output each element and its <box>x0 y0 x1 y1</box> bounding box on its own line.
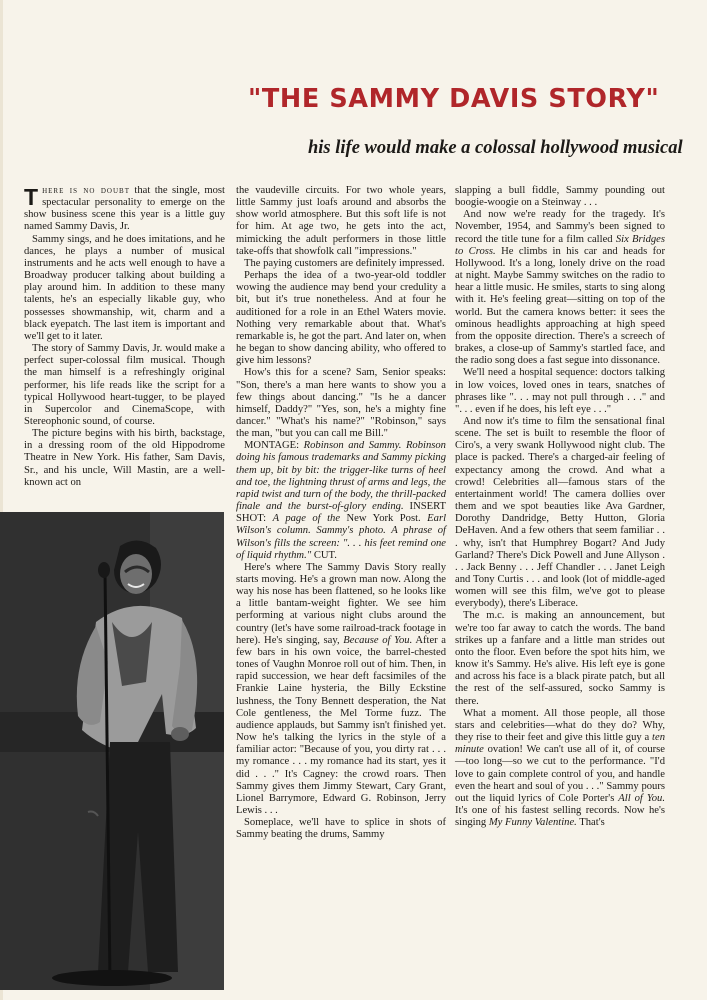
paragraph-text: New York Post. <box>340 513 428 525</box>
lead-in: here is no doubt <box>42 185 130 196</box>
article-title: "THE SAMMY DAVIS STORY" <box>248 84 660 114</box>
paragraph: the vaudeville circuits. For two whole years, little Sammy just loafs around and absorbs the show world atmosphere. But this soft life is not for him. At age two, he gets into the act, mimicking the adult performers in those little take-offs that showfolk call "impressions." <box>236 185 446 257</box>
italic-text: ten minute <box>455 732 665 756</box>
paragraph: The story of Sammy Davis, Jr. would make a perfect super-colossal film musical. Though the man himself is a refreshingly original performer, his life reads like the script for a typical Hollywood heart-tugger, to be played in Supercolor and CinemaScope, with Stereophonic sound, of course. <box>24 343 225 427</box>
paragraph-text: After a few bars in his own voice, the barrel-chested tones of Vaughn Monroe roll out of him. Then, in rapid succession, we hear deft facsimiles of the Frankie Laine hysteria, the Billy Eckstine lushness, the Tony Bennett desperation, the Nat Cole gentleness, the Mel Torme fuzz. The audience applauds, but Sammy isn't finished yet. Now he's talking the lyrics in the style of a familiar actor: "Because of you, you dirty rat . . . my romance . . . my romance had its start, yes it did . . ." It's Cagney: the crowd roars. Then Sammy gives them Jimmy Stewart, Cary Grant, Lionel Barrymore, Edward G. Robinson, Jerry Lewis . . . <box>236 634 447 816</box>
column-2 <box>236 185 446 841</box>
italic-text: Because of You. <box>343 634 413 646</box>
paragraph-text: Here's where The Sammy Davis Story really starts moving. He's a grown man now. Along the way his nose has been flattened, so he looks like a little bantam-weight fighter. We see him performing at various night clubs around the country (let's have some railroad-track footage in here). He's singing, say, <box>236 561 446 646</box>
paragraph-text: CUT. <box>311 549 337 561</box>
italic-text: Six Bridges to Cross. <box>455 233 665 257</box>
paragraph: We'll need a hospital sequence: doctors talking in low voices, loved ones in tears, snatches of phrases like ". . . may not pull through . . ." and ". . . even if he does, his left eye . . ." <box>455 367 665 415</box>
article-subtitle: his life would make a colossal hollywood musical <box>308 138 683 158</box>
italic-text: A page of the <box>272 513 341 525</box>
italic-text: My Funny Valentine. <box>488 817 577 829</box>
paragraph-text: That's <box>576 817 605 829</box>
paragraph: Someplace, we'll have to splice in shots of Sammy beating the drums, Sammy <box>236 817 446 841</box>
paragraph-text: MONTAGE: <box>244 440 304 452</box>
paragraph <box>24 185 225 234</box>
paragraph <box>455 708 665 830</box>
italic-text: Robinson and Sammy. Robinson doing his famous trademarks and Sammy picking them up, bit by bit: the trigger-like turns of heel and toe, the lightning thrust of arms and legs, the rapid twist and turn of the body, the thrill-packed finale and the burst-of-glory ending. <box>236 440 446 513</box>
italic-text: All of You. <box>618 792 665 804</box>
column-3 <box>455 185 665 829</box>
column-1 <box>24 185 225 489</box>
drop-cap: T <box>24 184 39 210</box>
performer-photo <box>0 512 224 990</box>
paragraph: And now it's time to film the sensational final scene. The set is built to resemble the floor of Ciro's, a very swank Hollywood night club. The place is packed. There's a charged-air feeling of expectancy among the crowd. And what a crowd! Celebrities all—famous stars of the entertainment world! The camera dollies over them and we spot beauties like Ava Gardner, Dorothy Dandridge, Betty Hutton, Gloria DeHaven. And a few others that seem familiar . . . why, isn't that Humphrey Bogart? And Judy Garland? There's Dick Powell and June Allyson . . . Jack Benny . . . Jeff Chandler . . . Janet Leigh and Tony Curtis . . . and look (lot of middle-aged women will see this film, we've got to please everybody), there's Liberace. <box>455 415 665 610</box>
photo-illustration <box>0 512 224 990</box>
paragraph-text: What a moment. All those people, all those stars and celebrities—what do they do? Why, they rise to their feet and give this little guy a <box>455 707 665 744</box>
paragraph: The paying customers are definitely impressed. <box>244 257 445 269</box>
paragraph: Sammy sings, and he does imitations, and he dances, he plays a number of musical instruments and he acts well enough to have a Broadway producer talking about building a play around him. In addition to these many talents, he's an especially likable guy, who possesses showmanship, wit, charm and a black eyepatch. The last item is important and we'll get to it later. <box>24 233 225 342</box>
paragraph: The m.c. is making an announcement, but we're too far away to catch the words. The band strikes up a fanfare and a little man strides out onto the floor. Even before the spot hits him, we know it's Sammy. He's alive. His left eye is gone and across his face is a black pirate patch, but all the rest of the self-assured, socko Sammy is there. <box>455 610 665 707</box>
paragraph-text: INSERT SHOT: <box>236 501 446 525</box>
paragraph <box>236 440 446 562</box>
paragraph: How's this for a scene? Sam, Senior speaks: "Son, there's a man here wants to show you a few things about dancing." "Is he a dancer himself, Daddy?" "Yes, son, he's a mighty fine dancer." "What's his name?" "Robinson," says the man, "but you can call me Bill." <box>236 367 446 440</box>
paragraph: slapping a bull fiddle, Sammy pounding out boogie-woogie on a Steinway . . . <box>455 185 665 209</box>
paragraph-text: And now we're ready for the tragedy. It's November, 1954, and Sammy's been signed to record the title tune for a film called <box>455 209 665 245</box>
italic-text: Earl Wilson's column. Sammy's photo. A phrase of Wilson's fills the screen: ". . . his feet remind one of liquid rhythm." <box>236 513 447 561</box>
paragraph <box>236 562 446 817</box>
paragraph: Perhaps the idea of a two-year-old toddler wowing the audience may bend your credulity a bit, but it's true nonetheless. And at four he auditioned for a role in an Ethel Waters movie. Nothing very remarkable about that. What's remarkable is, he got the part. And later on, when he began to show dancing ability, who offered to give him lessons? <box>236 270 446 367</box>
paragraph: The picture begins with his birth, backstage, in a dressing room of the old Hippodrome Theatre in New York. His father, Sam Davis, Sr., and his uncle, Will Mastin, are a well-known act on <box>24 428 225 488</box>
paragraph-text: He climbs in his car and heads for Hollywood. It's a long, lonely drive on the road at night. Maybe Sammy switches on the radio to hear a little music. He smiles, starts to sing along with it. He's feeling great—sitting on top of the world. But the camera knows better: it sees the ominous headlights approaching at high speed from the opposite direction. There's a screech of brakes, a close-up of Sammy's startled face, and the radio song does a fast segue into dissonance. <box>455 245 665 367</box>
paragraph-text: that the single, most spectacular personality to emerge on the show business scene this year is a little guy named Sammy Davis, Jr. <box>24 185 225 233</box>
paragraph-text: ovation! We can't use all of it, of course—too long—so we cut to the performance. "I'd love to gain complete control of you, and handle even the heart and soul of you . . ." Sammy pours out the liquid lyrics of Cole Porter's <box>455 744 665 804</box>
paragraph <box>455 209 665 367</box>
paragraph-text: It's one of his fastest selling records. Now he's singing <box>455 804 665 829</box>
